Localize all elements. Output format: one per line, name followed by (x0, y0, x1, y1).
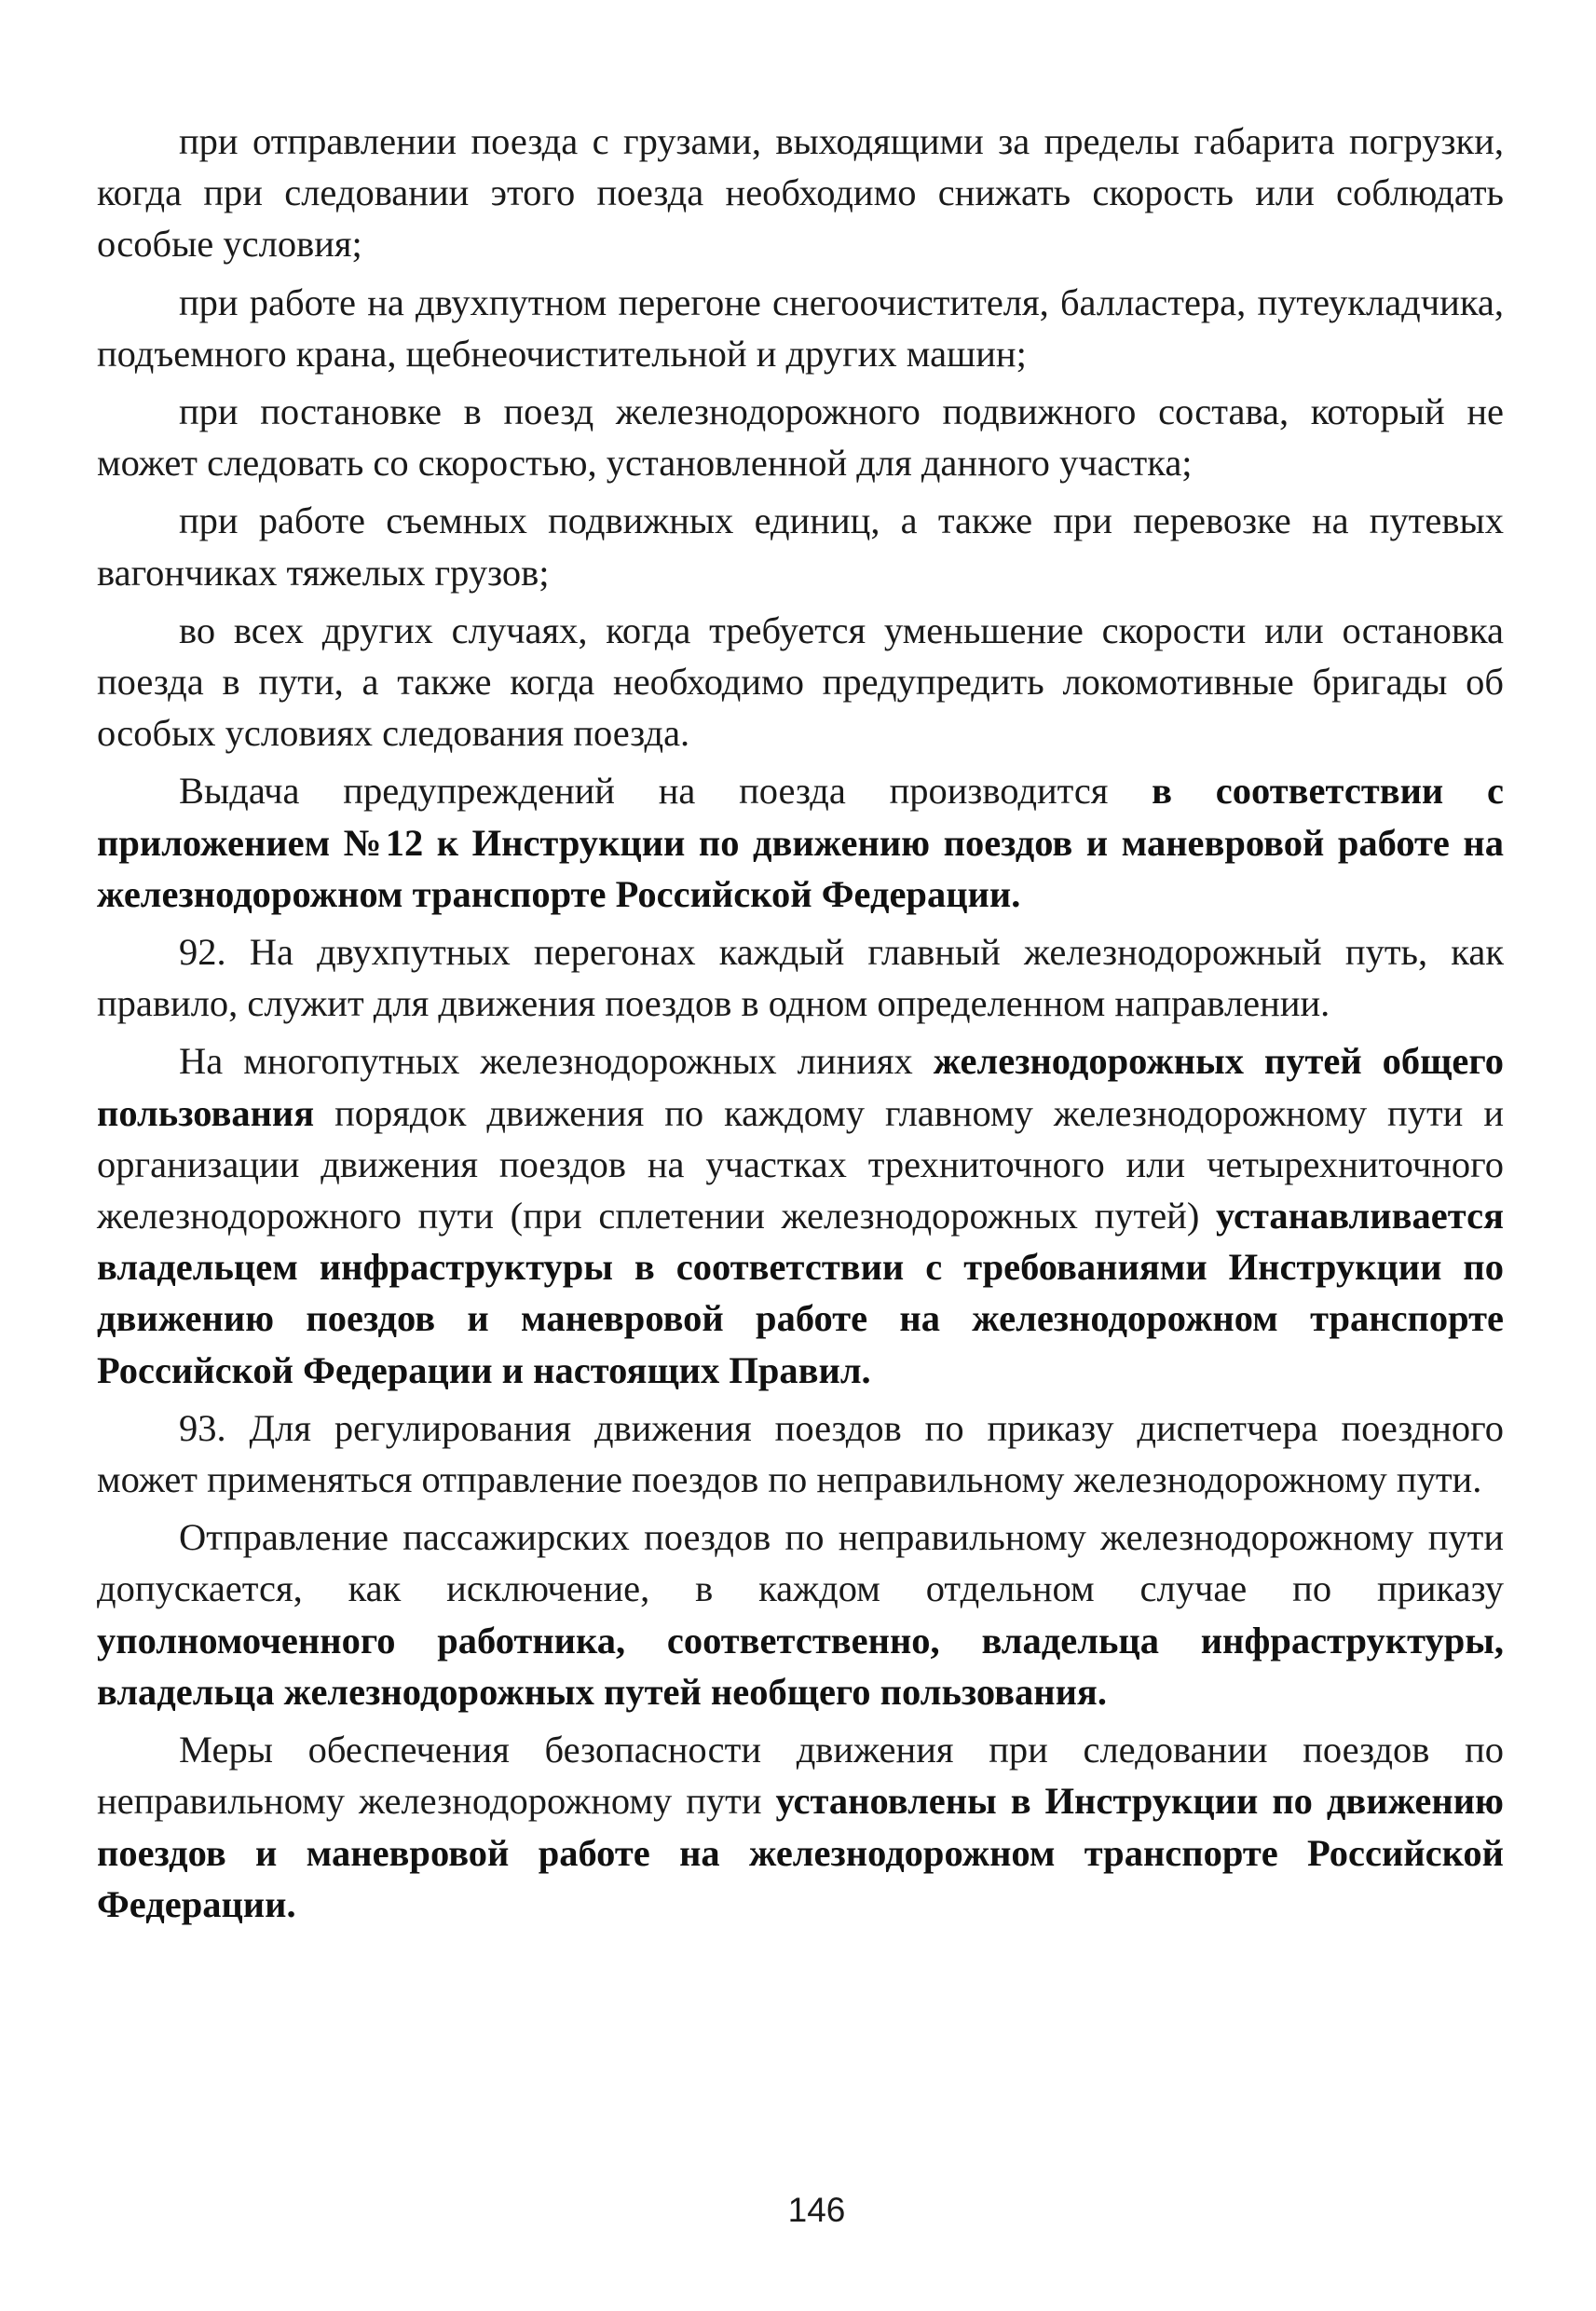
bold-text-run: устанавливается владельцем инфраструктуры в соответствии с требованиями Инструкции по движению поездов и маневровой работе на железнодорожном транспорте Российской Федерации и настоящих Правил. (97, 1195, 1504, 1391)
bold-text-run: уполномоченного работника, соответственно, владельца инфраструктуры, владельца железнодорожных путей необщего пользования. (97, 1619, 1504, 1713)
paragraph (97, 495, 1504, 597)
text-run: 92. На двухпутных перегонах каждый главный железнодорожный путь, как правило, служит для движения поездов в одном определенном направлении. (97, 931, 1504, 1025)
paragraph (97, 386, 1504, 488)
document-body (97, 116, 1504, 1936)
text-run: при работе съемных подвижных единиц, а также при перевозке на путевых вагончиках тяжелых грузов; (97, 499, 1504, 594)
bold-text-run: в соответствии с приложением №12 к Инструкции по движению поездов и маневровой работе на железнодорожном транспорте Российской Федерации. (97, 770, 1504, 915)
text-run: порядок движения по каждому главному железнодорожному пути и организации движения поездов на участках трехниточного или четырехниточного железнодорожного пути (при сплетении железнодорожных путей) (97, 1091, 1504, 1238)
paragraph (97, 1511, 1504, 1717)
text-run: при постановке в поезд железнодорожного подвижного состава, который не может следовать со скоростью, установленной для данного участка; (97, 390, 1504, 485)
text-run: при отправлении поезда с грузами, выходящими за пределы габарита погрузки, когда при следовании этого поезда необходимо снижать скорость или соблюдать особые условия; (97, 120, 1504, 266)
text-run: Меры обеспечения безопасности движения при следовании поездов по неправильному железнодорожному пути (97, 1729, 1504, 1823)
paragraph (97, 765, 1504, 920)
paragraph (97, 1724, 1504, 1930)
text-run: при работе на двухпутном перегоне снегоочистителя, балластера, путеукладчика, подъемного крана, щебнеочистительной и других машин; (97, 280, 1504, 375)
paragraph (97, 116, 1504, 270)
paragraph (97, 277, 1504, 379)
text-run: во всех других случаях, когда требуется уменьшение скорости или остановка поезда в пути, а также когда необходимо предупредить локомотивные бригады об особых условиях следования поезда. (97, 609, 1504, 755)
paragraph (97, 605, 1504, 759)
page-number: 146 (787, 2191, 846, 2229)
text-run: Отправление пассажирских поездов по неправильному железнодорожному пути допускается, как исключение, в каждом отдельном случае по приказу (97, 1516, 1504, 1610)
bold-text-run: железнодорожных путей общего пользования (97, 1040, 1504, 1134)
text-run: 93. Для регулирования движения поездов по приказу диспетчера поездного может применяться отправление поездов по неправильному железнодорожному пути. (97, 1406, 1504, 1501)
text-run: Выдача предупреждений на поезда производится (179, 770, 1153, 813)
paragraph (97, 926, 1504, 1029)
bold-text-run: установлены в Инструкции по движению поездов и маневровой работе на железнодорожном транспорте Российской Федерации. (97, 1780, 1505, 1925)
paragraph (97, 1402, 1504, 1505)
paragraph (97, 1035, 1504, 1395)
text-run: На многопутных железнодорожных линиях (179, 1040, 934, 1083)
